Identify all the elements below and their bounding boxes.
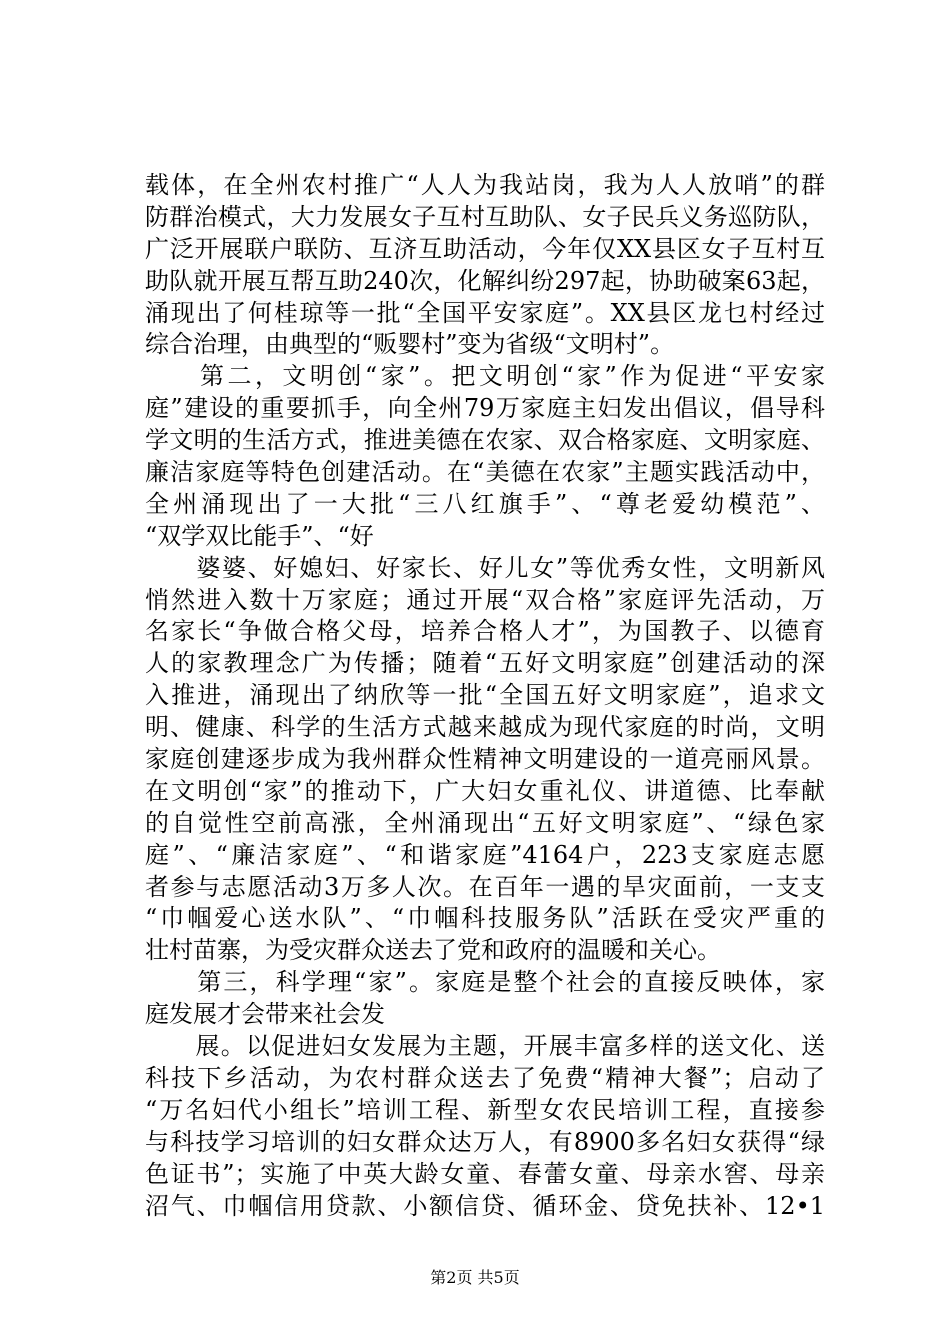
text-line: 助队就开展互帮互助240次，化解纠纷297起，协助破案63起，: [145, 266, 825, 295]
text-line: 综合治理，由典型的“贩婴村”变为省级“文明村”。: [145, 330, 675, 359]
text-line: 展。以促进妇女发展为主题，开展丰富多样的送文化、送: [145, 1032, 825, 1061]
text-line: 科技下乡活动，为农村群众送去了免费“精神大餐”；启动了: [145, 1063, 825, 1092]
text-line: 庭”建设的重要抓手，向全州79万家庭主妇发出倡议，倡导科: [145, 394, 825, 423]
text-line: 与科技学习培训的妇女群众达万人，有8900多名妇女获得“绿: [145, 1127, 825, 1156]
text-line: 庭”、“廉洁家庭”、“和谐家庭”4164户，223支家庭志愿: [145, 840, 825, 869]
text-line: 第二，文明创“家”。把文明创“家”作为促进“平安家: [145, 362, 825, 391]
text-line: 婆婆、好媳妇、好家长、好儿女”等优秀女性，文明新风: [145, 553, 825, 582]
text-line: 色证书”；实施了中英大龄女童、春蕾女童、母亲水窖、母亲: [145, 1159, 825, 1188]
text-line: 入推进，涌现出了纳欣等一批“全国五好文明家庭”，追求文: [145, 681, 825, 710]
text-line: 庭发展才会带来社会发: [145, 1000, 385, 1029]
text-line: “万名妇代小组长”培训工程、新型女农民培训工程，直接参: [145, 1095, 825, 1124]
text-line: 第三，科学理“家”。家庭是整个社会的直接反映体，家: [145, 968, 825, 997]
text-line: 人的家教理念广为传播；随着“五好文明家庭”创建活动的深: [145, 649, 825, 678]
text-line: 防群治模式，大力发展女子互村互助队、女子民兵义务巡防队，: [145, 202, 825, 231]
text-line: 学文明的生活方式，推进美德在农家、双合格家庭、文明家庭、: [145, 426, 825, 455]
text-line: 沼气、巾帼信用贷款、小额信贷、循环金、贷免扶补、12•1: [145, 1191, 825, 1220]
text-line: 明、健康、科学的生活方式越来越成为现代家庭的时尚，文明: [145, 713, 825, 742]
text-line: “双学双比能手”、“好: [145, 521, 374, 550]
text-line: 者参与志愿活动3万多人次。在百年一遇的旱灾面前，一支支: [145, 872, 825, 901]
text-line: 壮村苗寨，为受灾群众送去了党和政府的温暖和关心。: [145, 936, 721, 965]
text-line: 家庭创建逐步成为我州群众性精神文明建设的一道亮丽风景。: [145, 745, 825, 774]
page-footer: 第2页 共5页: [430, 1268, 520, 1287]
text-line: 全州涌现出了一大批“三八红旗手”、“尊老爱幼模范”、: [145, 489, 825, 518]
text-line: 广泛开展联户联防、互济互助活动，今年仅XX县区女子互村互: [145, 234, 825, 263]
text-line: 在文明创“家”的推动下，广大妇女重礼仪、讲道德、比奉献: [145, 776, 825, 805]
body-text: [145, 170, 825, 1222]
text-line: 悄然进入数十万家庭；通过开展“双合格”家庭评先活动，万: [145, 585, 825, 614]
text-line: “巾帼爱心送水队”、“巾帼科技服务队”活跃在受灾严重的: [145, 904, 825, 933]
text-line: 名家长“争做合格父母，培养合格人才”，为国教子、以德育: [145, 617, 825, 646]
text-line: 涌现出了何桂琼等一批“全国平安家庭”。XX县区龙乜村经过: [145, 298, 825, 327]
text-line: 廉洁家庭等特色创建活动。在“美德在农家”主题实践活动中，: [145, 458, 825, 487]
text-line: 的自觉性空前高涨，全州涌现出“五好文明家庭”、“绿色家: [145, 808, 825, 837]
text-line: 载体，在全州农村推广“人人为我站岗，我为人人放哨”的群: [145, 171, 825, 199]
